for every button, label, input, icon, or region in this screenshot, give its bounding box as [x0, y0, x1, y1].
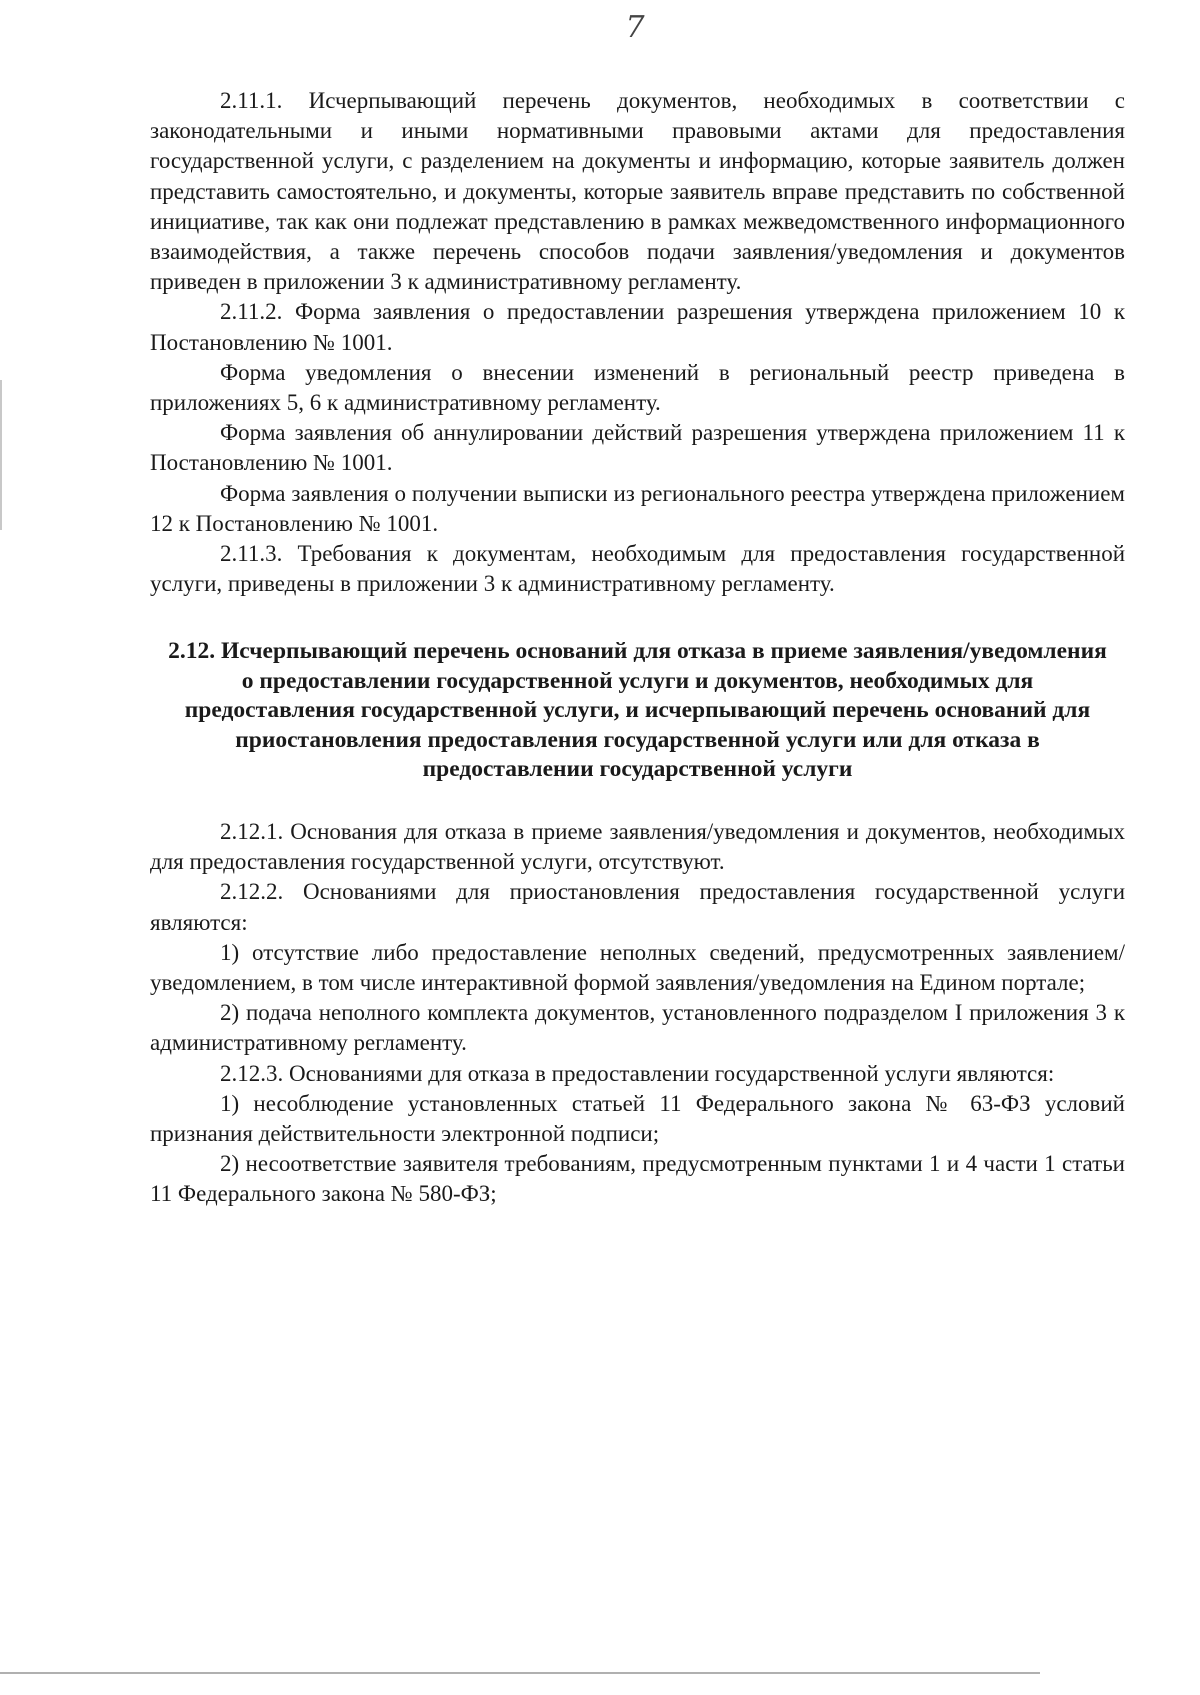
scan-edge-mark	[0, 380, 2, 530]
paragraph-notification-form: Форма уведомления о внесении изменений в региональный реестр приведена в приложениях 5, 6 к административному регламенту.	[150, 359, 1125, 416]
list-item-refusal-2: 2) несоответствие заявителя требованиям, предусмотренным пунктами 1 и 4 части 1 статьи 11 Федерального закона № 580-ФЗ;	[150, 1151, 1125, 1207]
section-heading-2-12: 2.12. Исчерпывающий перечень оснований для отказа в приеме заявления/уведомления о предоставлении государственной услуги и документов, необходимых для предоставления государственной услуги, и исчерпывающий перечень оснований для приостановления предоставления государственной услуги или для отказа в предоставлении государственной услуги	[168, 638, 1107, 783]
paragraph-2-12-3: 2.12.3. Основаниями для отказа в предоставлении государственной услуги являются:	[220, 1060, 1055, 1086]
paragraph-2-11-2: 2.11.2. Форма заявления о предоставлении разрешения утверждена приложением 10 к Постановлению № 1001.	[150, 299, 1125, 355]
document-body	[150, 86, 1125, 1210]
paragraph-2-12-2: 2.12.2. Основаниями для приостановления предоставления государственной услуги являются:	[150, 879, 1125, 935]
scan-bottom-edge	[0, 1672, 1040, 1674]
list-item-refusal-1: 1) несоблюдение установленных статьей 11 Федерального закона № 63-ФЗ условий признания действительности электронной подписи;	[150, 1090, 1125, 1146]
paragraph-extract-form: Форма заявления о получении выписки из регионального реестра утверждена приложением 12 к Постановлению № 1001.	[150, 480, 1125, 536]
paragraph-annulment-form: Форма заявления об аннулировании действий разрешения утверждена приложением 11 к Постановлению № 1001.	[150, 420, 1125, 476]
list-item-suspension-1: 1) отсутствие либо предоставление неполных сведений, предусмотренных заявлением/уведомлением, в том числе интерактивной формой заявления/уведомления на Едином портале;	[150, 939, 1125, 995]
page-number: 7	[625, 10, 645, 45]
paragraph-2-11-1: 2.11.1. Исчерпывающий перечень документов, необходимых в соответствии с законодательными и иными нормативными правовыми актами для предоставления государственной услуги, с разделением на документы и информацию, которые заявитель должен представить самостоятельно, и документы, которые заявитель вправе представить по собственной инициативе, так как они подлежат представлению в рамках межведомственного информационного взаимодействия, а также перечень способов подачи заявления/уведомления и документов приведен в приложении 3 к административному регламенту.	[150, 88, 1125, 295]
list-item-suspension-2: 2) подача неполного комплекта документов, установленного подразделом I приложения 3 к административному регламенту.	[150, 1000, 1125, 1056]
paragraph-2-12-1: 2.12.1. Основания для отказа в приеме заявления/уведомления и документов, необходимых для предоставления государственной услуги, отсутствуют.	[150, 818, 1125, 875]
paragraph-2-11-3: 2.11.3. Требования к документам, необходимым для предоставления государственной услуги, приведены в приложении 3 к административному регламенту.	[150, 541, 1125, 597]
